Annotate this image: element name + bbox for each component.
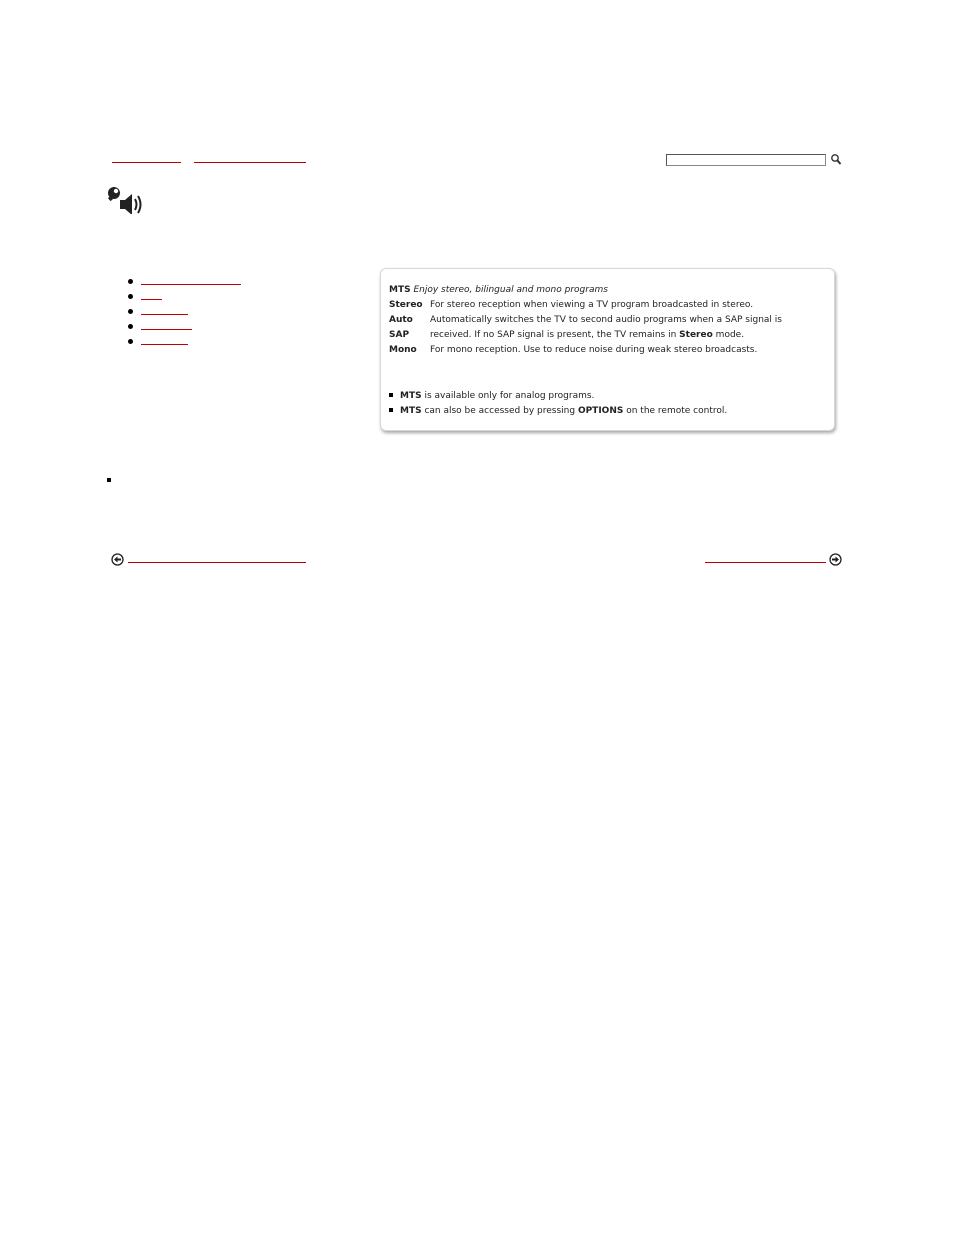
next-page-link[interactable] [705, 562, 826, 563]
panel-title-label: MTS [389, 285, 411, 295]
panel-title [389, 285, 608, 296]
option-label-auto: Auto [389, 315, 413, 325]
note-strong: MTS [400, 391, 422, 401]
note-strong: MTS [400, 406, 422, 416]
breadcrumb-link-home[interactable] [112, 162, 181, 163]
note-tail: on the remote control. [626, 406, 728, 416]
bullet-dot [128, 294, 133, 299]
option-text-mono: For mono reception. Use to reduce noise during weak stereo broadcasts. [430, 345, 758, 355]
option-text-auto-main: Automatically switches the TV to second audio programs when a SAP signal is received. If no SAP signal is present, the TV remains in [430, 315, 782, 340]
nav-link-3[interactable] [141, 314, 188, 315]
nav-link-1[interactable] [141, 284, 241, 285]
option-text-auto-strong: Stereo [679, 330, 713, 340]
prev-page-link[interactable] [128, 562, 306, 563]
nav-link-4[interactable] [141, 329, 192, 330]
option-text-auto [430, 313, 795, 343]
note-item [389, 391, 594, 402]
note-bullet [389, 393, 393, 397]
nav-link-2[interactable] [141, 299, 162, 300]
arrow-right-circle-icon[interactable] [829, 553, 842, 566]
search-icon[interactable] [830, 153, 842, 166]
bullet-dot [128, 279, 133, 284]
mts-info-panel [380, 268, 835, 431]
bullet-dot [128, 309, 133, 314]
wrench-speaker-icon [106, 186, 144, 214]
note-item [389, 406, 727, 417]
option-text-stereo: For stereo reception when viewing a TV program broadcasted in stereo. [430, 300, 754, 310]
search-input[interactable] [666, 154, 826, 166]
breadcrumb-link-section[interactable] [194, 162, 306, 163]
option-label-sap: SAP [389, 330, 410, 340]
note-bullet [389, 408, 393, 412]
small-square-bullet [107, 478, 111, 482]
note-text: is available only for analog programs. [424, 391, 595, 401]
option-label-mono: Mono [389, 345, 417, 355]
panel-subtitle: Enjoy stereo, bilingual and mono programs [413, 285, 608, 295]
bullet-dot [128, 324, 133, 329]
arrow-left-circle-icon[interactable] [111, 553, 124, 566]
note-strong-options: OPTIONS [577, 406, 624, 416]
option-text-auto-tail: mode. [715, 330, 745, 340]
option-label-stereo: Stereo [389, 300, 423, 310]
note-text: can also be accessed by pressing [424, 406, 576, 416]
bullet-dot [128, 339, 133, 344]
nav-link-5[interactable] [141, 344, 188, 345]
